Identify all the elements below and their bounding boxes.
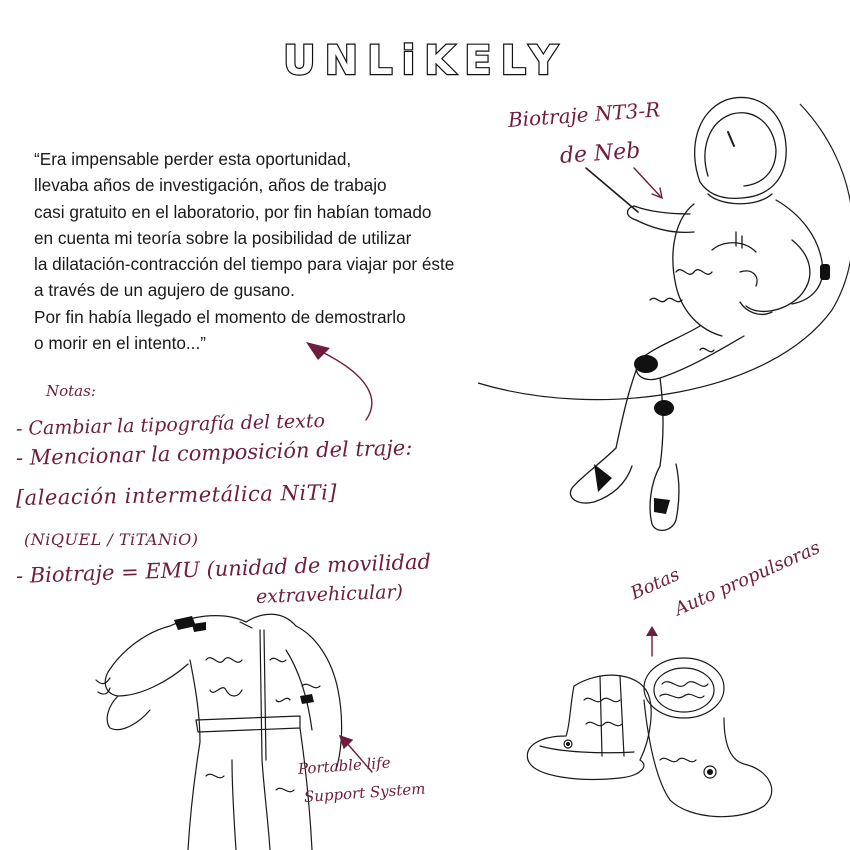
note-item: (NiQUEL / TiTANiO) [24,530,199,549]
note-item: - Mencionar la composición del traje: [15,435,413,470]
page-title: UNLiKELY [283,38,567,84]
boots-drawing [527,658,771,817]
notes-heading: Notas: [46,382,96,400]
quote-line: a través de un agujero de gusano. [34,280,295,301]
note-item: extravehicular) [255,580,404,608]
quote-line: en cuenta mi teoría sobre la posibilidad de utilizar [34,227,412,248]
quote-line: la dilatación-contracción del tiempo para viajar por éste [34,254,455,275]
spacesuit-drawing [96,614,342,850]
note-item: [aleación intermetálica NiTi] [15,480,338,510]
plss-label: Support System [303,779,427,806]
quote-line: “Era impensable perder esta oportunidad, [34,149,352,169]
suit-label-arrow [634,168,662,198]
boots-label: Botas [627,564,683,605]
quote-line: o morir en el intento...” [34,333,206,354]
quote-line: casi gratuito en el laboratorio, por fin habían tomado [34,201,432,222]
plss-label: Portable life [297,753,392,778]
suit-name-label: Biotraje NT3-R [507,97,661,132]
note-item: - Biotraje = EMU (unidad de movilidad [15,549,432,588]
note-item: - Cambiar la tipografía del texto [15,409,326,440]
quote-arrow [322,352,372,420]
boots-label: Auto propulsoras [671,537,824,621]
quote-line: llevaba años de investigación, años de trabajo [34,175,387,196]
quote-line: Por fin había llegado el momento de demostrarlo [34,306,406,327]
suit-name-label: de Neb [559,138,642,169]
story-quote [34,146,594,356]
boots-arrow-head [646,626,658,636]
